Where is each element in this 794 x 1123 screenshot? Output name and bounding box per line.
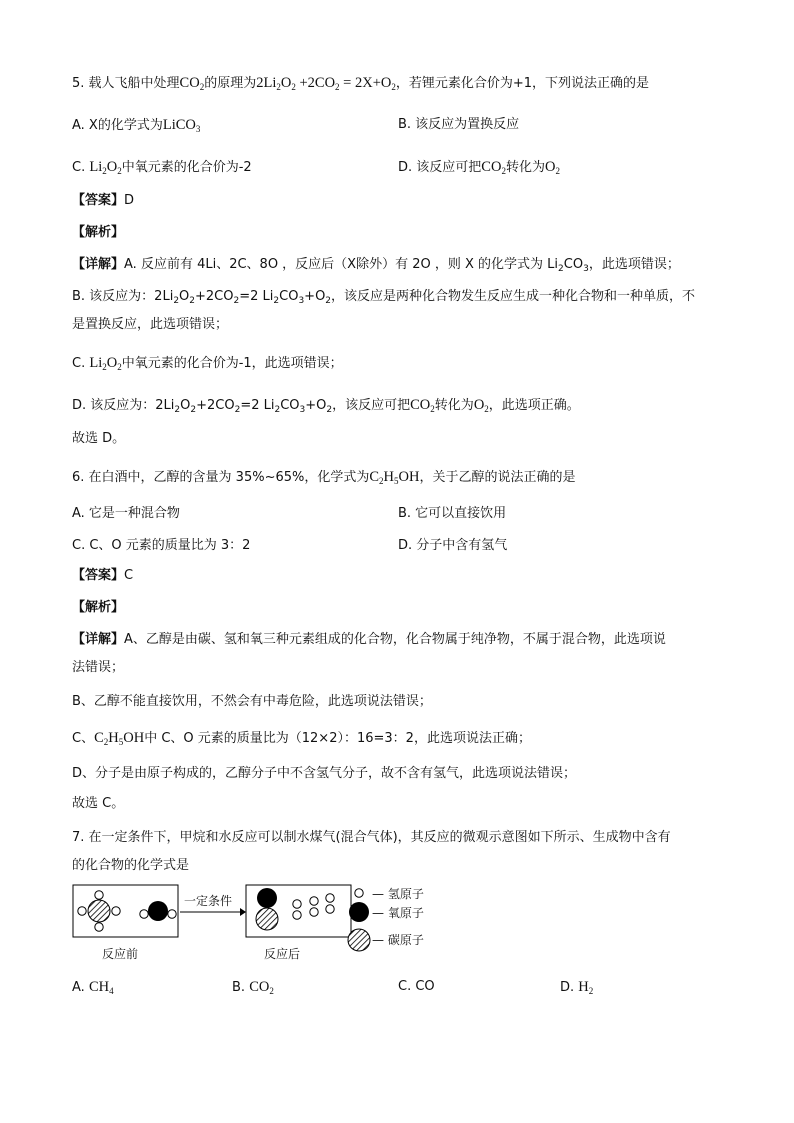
q5-option-c: C. $Li_2O_2$中氧元素的化合价为-2 bbox=[72, 159, 252, 176]
h2-hydrogen-atom bbox=[293, 911, 301, 919]
q6-detail-c: C、$C_2H_5OH$中 C、O 元素的质量比为（12×2）：16=3：2，此选项说法正确； bbox=[72, 730, 531, 747]
legend-carbon-atom bbox=[348, 929, 370, 951]
q5-stem: 5. 载人飞船中处理$CO_2$的原理为$2Li_2O_2 +2CO_2 = 2X+O_2$，若锂元素化合价为+1，下列说法正确的是 bbox=[72, 75, 650, 92]
q6-detail-a1: 【详解】A、乙醇是由碳、氢和氧三种元素组成的化合物，化合物属于纯净物，不属于混合物，此选项说 bbox=[72, 632, 666, 647]
water-hydrogen-atom bbox=[168, 910, 176, 918]
legend-oxygen-label: — 氧原子 bbox=[372, 906, 424, 920]
reaction-arrow-head bbox=[240, 908, 246, 916]
q6-detail-b: B、乙醇不能直接饮用，不然会有中毒危险，此选项说法错误； bbox=[72, 694, 432, 709]
q7-option-d: D. $H_2$ bbox=[560, 979, 594, 996]
co-oxygen-atom bbox=[257, 888, 277, 908]
h2-hydrogen-atom bbox=[326, 894, 334, 902]
q5-answer: 【答案】D bbox=[72, 193, 135, 208]
methane-hydrogen-atom bbox=[95, 923, 103, 931]
reaction-condition: 一定条件 bbox=[184, 894, 233, 908]
q6-answer: 【答案】C bbox=[72, 568, 134, 583]
h2-hydrogen-atom bbox=[310, 897, 318, 905]
q5-detail-a: 【详解】A. 反应前有 4Li、2C、8O ，反应后（X除外）有 2O ，则 X 的化学式为 $Li_2CO_3$，此选项错误； bbox=[72, 257, 680, 274]
q6-option-d: D. 分子中含有氢气 bbox=[398, 538, 508, 553]
q5-conclusion: 故选 D。 bbox=[72, 431, 126, 446]
q5-option-b: B. 该反应为置换反应 bbox=[398, 117, 520, 132]
q5-option-d: D. 该反应可把$CO_2$转化为$O_2$ bbox=[398, 159, 560, 176]
methane-hydrogen-atom bbox=[95, 891, 103, 899]
q5-option-a: A. X的化学式为LiCO$_3$ bbox=[72, 117, 201, 134]
q6-conclusion: 故选 C。 bbox=[72, 796, 125, 811]
reaction-diagram bbox=[72, 884, 452, 968]
q5-detail-c: C. $Li_2O_2$中氧元素的化合价为-1，此选项错误； bbox=[72, 355, 343, 372]
q7-option-c: C. CO bbox=[398, 979, 435, 994]
q7-stem-line2: 的化合物的化学式是 bbox=[72, 858, 190, 873]
legend-hydrogen-label: — 氢原子 bbox=[372, 887, 424, 901]
q6-option-c: C. C、O 元素的质量比为 3：2 bbox=[72, 538, 251, 553]
water-hydrogen-atom bbox=[140, 910, 148, 918]
q5-analysis-label: 【解析】 bbox=[72, 225, 125, 240]
q6-stem: 6. 在白酒中，乙醇的含量为 35%~65%，化学式为$C_2H_5OH$，关于乙醇的说法正确的是 bbox=[72, 469, 576, 486]
methane-hydrogen-atom bbox=[112, 907, 120, 915]
h2-hydrogen-atom bbox=[293, 900, 301, 908]
methane-hydrogen-atom bbox=[78, 907, 86, 915]
h2-hydrogen-atom bbox=[326, 905, 334, 913]
before-label: 反应前 bbox=[102, 947, 139, 961]
q6-detail-d: D、分子是由原子构成的，乙醇分子中不含氢气分子，故不含有氢气，此选项说法错误； bbox=[72, 766, 577, 781]
q6-detail-a2: 法错误； bbox=[72, 660, 125, 675]
after-label: 反应后 bbox=[264, 947, 301, 961]
legend-oxygen-atom bbox=[349, 902, 369, 922]
h2-hydrogen-atom bbox=[310, 908, 318, 916]
legend-hydrogen-atom bbox=[355, 889, 363, 897]
q5-detail-d: D. 该反应为：$2Li_2O_2+2CO_2=2$ $Li_2CO_3+O_2$，该反应可把$CO_2$转化为$O_2$，此选项正确。 bbox=[72, 397, 580, 415]
q7-stem-line1: 7. 在一定条件下，甲烷和水反应可以制水煤气(混合气体)，其反应的微观示意图如下所示、生成物中含有 bbox=[72, 830, 671, 845]
q6-option-b: B. 它可以直接饮用 bbox=[398, 506, 507, 521]
q6-option-a: A. 它是一种混合物 bbox=[72, 506, 180, 521]
q5-detail-b2: 是置换反应，此选项错误； bbox=[72, 317, 229, 332]
water-oxygen-atom bbox=[148, 901, 168, 921]
co-carbon-atom bbox=[256, 908, 278, 930]
q5-detail-b1: B. 该反应为：$2Li_2O_2+2CO_2=2$ $Li_2CO_3+O_2$，该反应是两种化合物发生反应生成一种化合物和一种单质，不 bbox=[72, 289, 696, 306]
methane-carbon-atom bbox=[88, 900, 110, 922]
q7-option-b: B. $CO_2$ bbox=[232, 979, 274, 996]
q6-analysis-label: 【解析】 bbox=[72, 600, 125, 615]
q7-option-a: A. $CH_4$ bbox=[72, 979, 114, 996]
legend-carbon-label: — 碳原子 bbox=[372, 933, 424, 947]
